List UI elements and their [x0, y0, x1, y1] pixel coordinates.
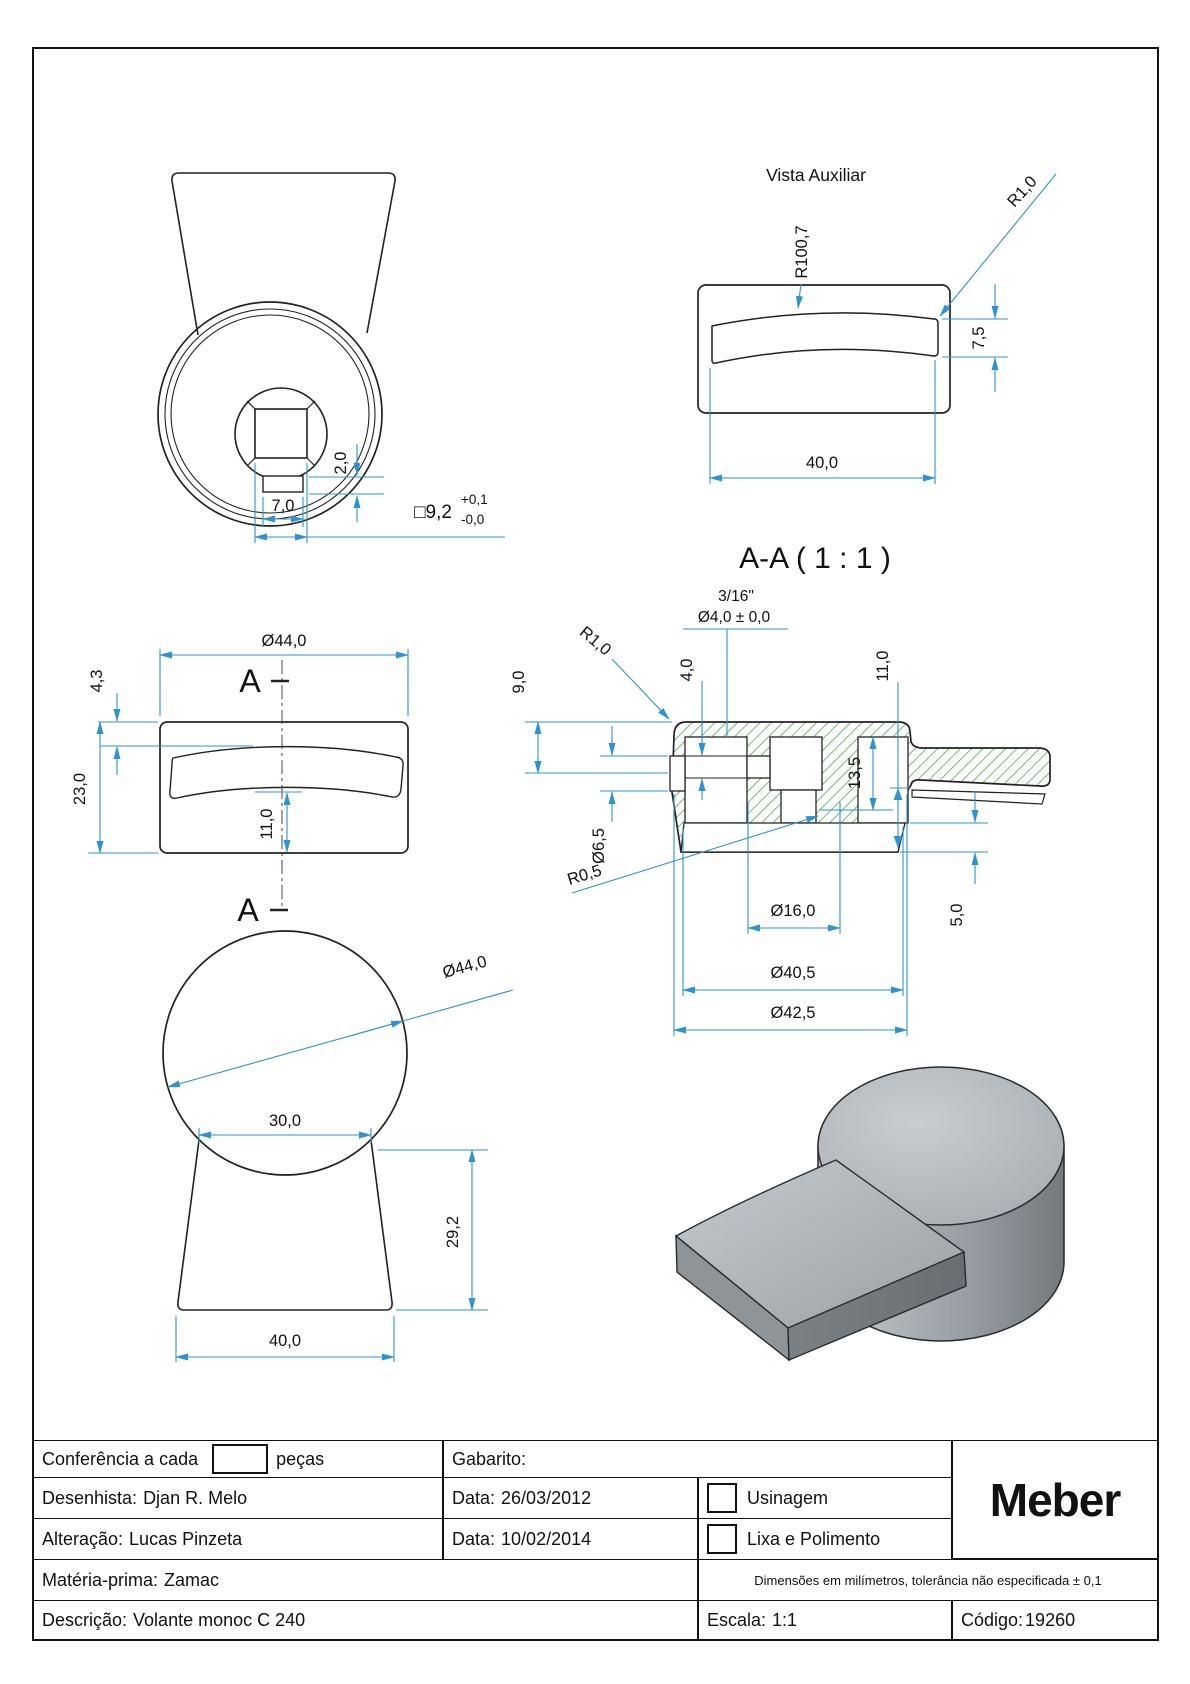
aux-slot: [712, 313, 938, 363]
tb-conferencia-label: Conferência a cada: [42, 1448, 199, 1469]
tb-gabarito: [443, 1440, 952, 1478]
dim-front-square: □9,2: [414, 502, 452, 523]
aux-view-title: Vista Auxiliar: [766, 165, 866, 185]
section-handle-underside: [912, 790, 1045, 804]
tb-desenhista-label: Desenhista:: [42, 1487, 138, 1508]
tb-escala-value: 1:1: [772, 1609, 798, 1630]
tb-materia: [33, 1559, 698, 1601]
section-bottom-hollow: [681, 823, 905, 852]
dim-aux-75: 7,5: [970, 326, 988, 350]
section-square-hole: [770, 737, 822, 790]
tb-descricao: [33, 1600, 698, 1640]
section-label-a-bottom: A: [237, 892, 259, 928]
lixa-checkbox: [707, 1524, 737, 1554]
dim-side-11: 11,0: [258, 808, 276, 840]
usinagem-checkbox: [707, 1483, 737, 1513]
tb-desenhista-value: Djan R. Melo: [143, 1487, 248, 1508]
front-hub-circle: [235, 388, 327, 480]
dim-section-16: Ø16,0: [770, 902, 816, 920]
tb-codigo-value: 19260: [1025, 1609, 1076, 1630]
tb-escala-label: Escala:: [707, 1609, 767, 1630]
dim-section-dia4: Ø4,0 ± 0,0: [697, 609, 771, 626]
tb-conferencia: [33, 1440, 443, 1478]
tb-codigo: [952, 1600, 1158, 1640]
dim-side-44: Ø44,0: [261, 632, 307, 650]
dim-section-405: Ø40,5: [770, 964, 816, 982]
tb-alteracao-label: Alteração:: [42, 1528, 124, 1549]
dim-section-425: Ø42,5: [770, 1004, 816, 1022]
dim-front-tolminus: -0,0: [461, 512, 485, 527]
dim-section-r05: R0,5: [565, 861, 604, 889]
side-slot: [170, 747, 403, 799]
section-left-pocket: [685, 737, 747, 823]
tb-usinagem: [698, 1477, 952, 1519]
dim-bottom-40: 40,0: [268, 1332, 302, 1350]
tb-materia-value: Zamac: [164, 1569, 220, 1590]
view-aux: [698, 285, 950, 413]
bottom-trapezoid: [178, 1140, 392, 1310]
tb-data1-value: 26/03/2012: [501, 1487, 592, 1508]
dim-section-65: Ø6,5: [590, 828, 608, 864]
tb-data2-label: Data:: [452, 1528, 496, 1549]
tb-data2: [443, 1518, 698, 1560]
dim-front-7: 7,0: [271, 497, 295, 515]
dim-aux-40: 40,0: [805, 454, 839, 472]
dim-section-135: 13,5: [846, 756, 864, 790]
tb-desenhista: [33, 1477, 443, 1519]
dim-side-43: 4,3: [88, 669, 106, 693]
dim-section-r1: R1,0: [576, 623, 615, 660]
tb-materia-label: Matéria-prima:: [42, 1569, 159, 1590]
render-3d: [676, 1067, 1064, 1360]
view-front: [158, 173, 395, 526]
view-bottom-dims: [168, 990, 513, 1362]
dim-aux-r1: R1,0: [1003, 172, 1041, 211]
tb-codigo-label: Código:: [961, 1609, 1024, 1630]
tb-lixa: [698, 1518, 952, 1560]
tb-usinagem-label: Usinagem: [747, 1487, 829, 1508]
tb-logo: [952, 1440, 1158, 1559]
tb-alteracao: [33, 1518, 443, 1560]
dim-bottom-44: Ø44,0: [440, 952, 489, 982]
dim-front-tolplus: +0,1: [461, 492, 488, 507]
view-side: [160, 722, 408, 853]
dim-side-23: 23,0: [71, 772, 89, 806]
tb-conferencia-box: [212, 1444, 268, 1474]
front-square-hole: [255, 409, 307, 458]
dim-front-2: 2,0: [332, 451, 350, 475]
view-aux-dims: [710, 174, 1056, 484]
dim-section-9: 9,0: [510, 670, 528, 694]
dim-section-5: 5,0: [948, 903, 966, 927]
meber-logo: Meber: [989, 1473, 1121, 1526]
tb-data1-label: Data:: [452, 1487, 496, 1508]
dim-section-thread: 3/16": [718, 588, 754, 605]
front-tab: [263, 476, 303, 492]
section-title: A-A ( 1 : 1 ): [739, 542, 891, 575]
section-label-a-top: A: [239, 663, 261, 699]
tb-descricao-label: Descrição:: [42, 1609, 128, 1630]
tb-alteracao-value: Lucas Pinzeta: [129, 1528, 243, 1549]
dim-bottom-292: 29,2: [444, 1215, 462, 1249]
tb-descricao-value: Volante monoc C 240: [133, 1609, 306, 1630]
section-wall-hole: [670, 756, 685, 791]
dim-bottom-30: 30,0: [268, 1112, 302, 1130]
tb-dimensoes-text: Dimensões em milímetros, tolerância não especificada ± 0,1: [754, 1572, 1102, 1588]
tb-data1: [443, 1477, 698, 1519]
dim-aux-r100: R100,7: [793, 225, 811, 279]
tb-lixa-label: Lixa e Polimento: [747, 1528, 881, 1549]
section-cross-hole: [747, 756, 770, 778]
tb-gabarito-label: Gabarito:: [452, 1448, 527, 1469]
tb-pecas-label: peças: [276, 1448, 325, 1469]
dim-section-11: 11,0: [874, 650, 892, 682]
tb-data2-value: 10/02/2014: [501, 1528, 592, 1549]
dim-section-4: 4,0: [678, 658, 696, 682]
tb-escala: [698, 1600, 952, 1640]
tb-dimensoes-note: [698, 1559, 1158, 1601]
